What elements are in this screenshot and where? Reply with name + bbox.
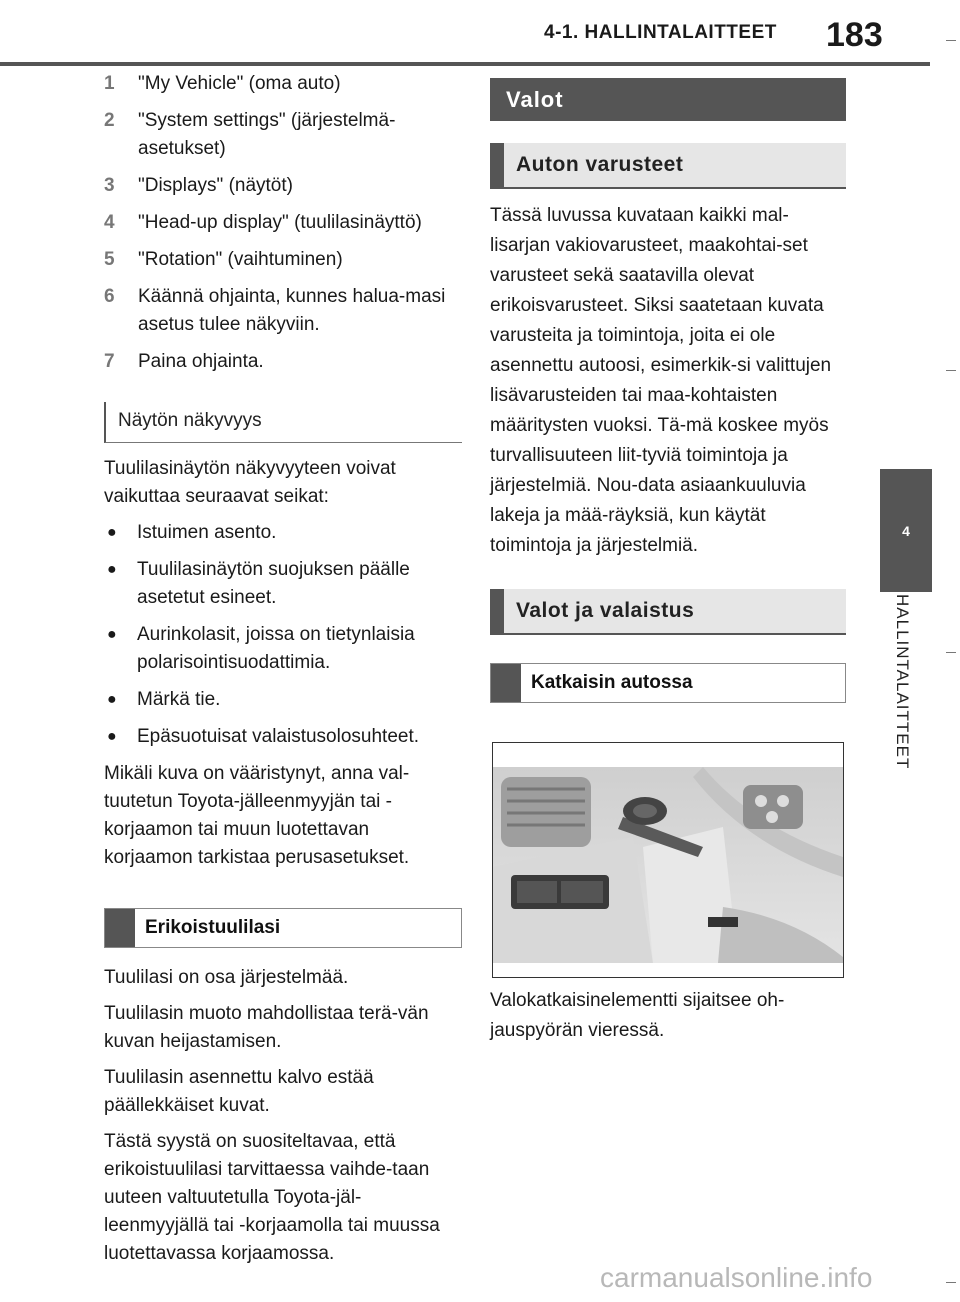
heading-bar (491, 664, 521, 702)
visibility-intro: Tuulilasinäytön näkyvyyteen voivat vaikuttaa seuraavat seikat: (104, 458, 396, 507)
step-item: 4 "Head-up display" (tuulilasinäyttö) (104, 212, 422, 233)
step-item: 3 "Displays" (näytöt) (104, 175, 293, 196)
margin-tick (946, 40, 956, 41)
paragraph: Tuulilasin asennettu kalvo estää päällekkäiset kuvat. (104, 1067, 374, 1116)
bullet-list (104, 519, 462, 751)
chapter-tab (880, 469, 932, 592)
chapter-tab-number: 4 (902, 522, 910, 539)
light-switch-illustration (493, 767, 843, 963)
left-column (104, 70, 462, 1276)
equipment-text: Tässä luvussa kuvataan kaikki mal-lisarjan vakiovarusteet, maakohtai-set varusteet sekä saatavilla olevat erikoisvarusteet. Siksi saatetaan kuvata varusteita ja toimintoja, joita ei ole asennettu autoosi, esimerkik-si valittujen lisävarusteiden tai maa-kohtaisten määritysten vuoksi. Tä-mä koskee myös turvallisuuteen liit-tyviä toimintoja ja järjestelmiä. Nou-data asiaankuuluvia lakeja ja mää-räyksiä, kun käytät toimintoja ja järjestelmiä. (490, 205, 832, 556)
bullet-icon: ● (107, 561, 117, 578)
list-item: ● Märkä tie. (104, 686, 462, 714)
margin-tick (946, 370, 956, 371)
bullet-icon: ● (107, 626, 117, 643)
paragraph: Tuulilasi on osa järjestelmää. (104, 967, 349, 988)
light-switch-photo (492, 742, 844, 978)
list-item: ● Aurinkolasit, joissa on tietynlaisia polarisointisuodattimia. (104, 621, 462, 677)
heading-bar (490, 143, 504, 187)
step-list (104, 70, 462, 376)
special-windscreen-heading: Erikoistuulilasi (104, 908, 462, 948)
heading-bar (105, 909, 135, 947)
visibility-heading: Näytön näkyvyys (104, 402, 462, 443)
heading-bar (490, 589, 504, 633)
step-item: 2 "System settings" (järjestelmä-asetukset) (104, 110, 396, 159)
watermark: carmanualsonline.info (600, 1262, 873, 1293)
page-number: 183 (826, 16, 883, 54)
section-title: 4-1. HALLINTALAITTEET (544, 22, 777, 43)
bullet-icon: ● (107, 728, 117, 745)
chapter-tab-label: HALLINTALAITTEET (893, 594, 912, 770)
list-item: ● Epäsuotuisat valaistusolosuhteet. (104, 723, 462, 751)
lights-main-heading: Valot (490, 78, 846, 121)
list-item: ● Tuulilasinäytön suojuksen päälle asetetut esineet. (104, 556, 462, 612)
right-column (490, 78, 846, 719)
paragraph: Tuulilasin muoto mahdollistaa terä-vän kuvan heijastamisen. (104, 1003, 429, 1052)
list-item: ● Istuimen asento. (104, 519, 462, 547)
margin-tick (946, 652, 956, 653)
switch-heading: Katkaisin autossa (490, 663, 846, 703)
distortion-text: Mikäli kuva on vääristynyt, anna val-tuutetun Toyota-jälleenmyyjän tai -korjaamon tai muun luotettavan korjaamon tarkistaa perusasetukset. (104, 763, 410, 868)
header-rule (0, 62, 930, 66)
equipment-heading: Auton varusteet (490, 143, 846, 189)
margin-tick (946, 1282, 956, 1283)
photo-caption: Valokatkaisinelementti sijaitsee oh-jauspyörän vieressä. (490, 990, 785, 1041)
bullet-icon: ● (107, 691, 117, 708)
paragraph: Tästä syystä on suositeltavaa, että erikoistuulilasi tarvittaessa vaihde-taan uuteen valtuutetulla Toyota-jäl-leenmyyjällä tai -korjaamolla tai muussa luotettavassa korjaamossa. (104, 1131, 440, 1264)
step-item: 6 Käännä ohjainta, kunnes halua-masi asetus tulee näkyviin. (104, 286, 446, 335)
lights-lighting-heading: Valot ja valaistus (490, 589, 846, 635)
step-item: 1 "My Vehicle" (oma auto) (104, 73, 341, 94)
step-item: 7 Paina ohjainta. (104, 351, 264, 372)
bullet-icon: ● (107, 524, 117, 541)
step-item: 5 "Rotation" (vaihtuminen) (104, 249, 343, 270)
